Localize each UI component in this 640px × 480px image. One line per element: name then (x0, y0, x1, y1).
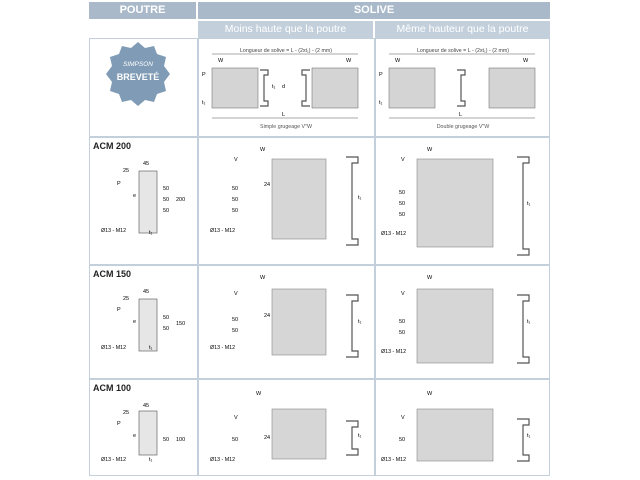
label-t1: t₁ (272, 84, 276, 90)
row-label-acm100: ACM 100 (93, 383, 132, 393)
dim-w: W (260, 147, 266, 153)
dim-s1: 50 (163, 315, 170, 321)
dim-v: V (401, 157, 405, 163)
label-l: L (282, 112, 286, 118)
row1-right-diagram (375, 137, 550, 265)
badge-label: BREVETÉ (116, 72, 160, 82)
dim-t1: t₁ (149, 345, 153, 351)
dim-t1: t₁ (358, 319, 362, 325)
dim-v: V (234, 415, 238, 421)
row-label-acm200: ACM 200 (93, 141, 132, 151)
row3-poutre-diagram (89, 379, 198, 476)
dim-t1: t₁ (149, 457, 153, 463)
dim-p: P (117, 181, 121, 187)
dim-bolt: Ø13 - M12 (381, 349, 407, 355)
label-t1: t₁ (202, 100, 206, 106)
caption: Double grugeage V"W (436, 124, 490, 130)
dim-total: 100 (176, 437, 186, 443)
dim-v: V (234, 291, 238, 297)
dim-p: P (117, 307, 121, 313)
poutre-header: POUTRE (89, 2, 196, 19)
dim-s2: 50 (399, 330, 406, 336)
label-p: P (202, 72, 206, 78)
dim-c: 24 (264, 182, 271, 188)
dim-p: P (117, 421, 121, 427)
dim-s3: 50 (399, 212, 406, 218)
dim-s1: 50 (163, 186, 170, 192)
dim-bolt: Ø13 - M12 (101, 228, 127, 234)
brevete-badge (104, 40, 172, 108)
dim-b: 25 (123, 410, 130, 416)
dim-bolt: Ø13 - M12 (210, 345, 236, 351)
label-t1: t₁ (379, 100, 383, 106)
dim-s1: 50 (163, 437, 170, 443)
moins-haute-header: Moins haute que la poutre (198, 21, 373, 38)
label-w: W (346, 58, 352, 64)
length-label: Longueur de solive = L - (2xt₁) - (2 mm) (416, 48, 510, 54)
dim-s1: 50 (399, 319, 406, 325)
dim-s1: 50 (232, 437, 239, 443)
dim-e: e (133, 433, 137, 439)
dim-bolt: Ø13 - M12 (101, 345, 127, 351)
dim-bolt: Ø13 - M12 (381, 457, 407, 463)
label-w: W (395, 58, 401, 64)
dim-w: W (256, 391, 262, 397)
dim-a: 45 (143, 403, 150, 409)
caption: Simple grugeage V"W (260, 124, 312, 130)
dim-a: 45 (143, 161, 150, 167)
meme-hauteur-header: Même hauteur que la poutre (375, 21, 550, 38)
dim-e: e (133, 319, 137, 325)
dim-s3: 50 (163, 208, 170, 214)
dim-t1: t₁ (527, 201, 531, 207)
dim-v: V (234, 157, 238, 163)
dim-s2: 50 (399, 201, 406, 207)
dim-s1: 50 (232, 186, 239, 192)
row2-left-diagram (198, 265, 375, 379)
solive-header: SOLIVE (198, 2, 550, 19)
label-p: P (379, 72, 383, 78)
dim-w: W (427, 275, 433, 281)
dim-a: 45 (143, 289, 150, 295)
row2-poutre-diagram (89, 265, 198, 379)
row1-left-diagram (198, 137, 375, 265)
badge-brand: SIMPSON (123, 61, 153, 68)
dim-w: W (427, 391, 433, 397)
dim-v: V (401, 415, 405, 421)
row3-left-diagram (198, 379, 375, 476)
dim-w: W (427, 147, 433, 153)
dim-w: W (260, 275, 266, 281)
dim-t1: t₁ (527, 433, 531, 439)
dim-bolt: Ø13 - M12 (101, 457, 127, 463)
dim-e: e (133, 193, 137, 199)
row-label-acm150: ACM 150 (93, 269, 132, 279)
dim-b: 25 (123, 168, 130, 174)
label-w: W (523, 58, 529, 64)
dim-bolt: Ø13 - M12 (210, 457, 236, 463)
top-right-diagram (375, 38, 550, 137)
top-left-diagram (198, 38, 375, 137)
dim-bolt: Ø13 - M12 (210, 228, 236, 234)
row3-right-diagram (375, 379, 550, 476)
dim-s3: 50 (232, 208, 239, 214)
dim-b: 25 (123, 296, 130, 302)
row2-right-diagram (375, 265, 550, 379)
dim-total: 150 (176, 321, 186, 327)
dim-v: V (401, 291, 405, 297)
dim-s1: 50 (399, 437, 406, 443)
length-label: Longueur de solive = L - (2xt₁) - (2 mm) (239, 48, 333, 54)
dim-bolt: Ø13 - M12 (381, 231, 407, 237)
dim-s1: 50 (232, 317, 239, 323)
label-w: W (218, 58, 224, 64)
dim-t1: t₁ (358, 433, 362, 439)
dim-s2: 50 (232, 328, 239, 334)
dim-t1: t₁ (358, 195, 362, 201)
dim-total: 200 (176, 197, 186, 203)
dim-s2: 50 (232, 197, 239, 203)
dim-c: 24 (264, 313, 271, 319)
dim-s2: 50 (163, 326, 170, 332)
dim-s2: 50 (163, 197, 170, 203)
dim-t1: t₁ (527, 319, 531, 325)
row1-poutre-diagram (89, 137, 198, 265)
dim-c: 24 (264, 435, 271, 441)
label-d: d (282, 84, 286, 90)
dim-s1: 50 (399, 190, 406, 196)
dim-t1: t₁ (149, 230, 153, 236)
label-l: L (459, 112, 463, 118)
